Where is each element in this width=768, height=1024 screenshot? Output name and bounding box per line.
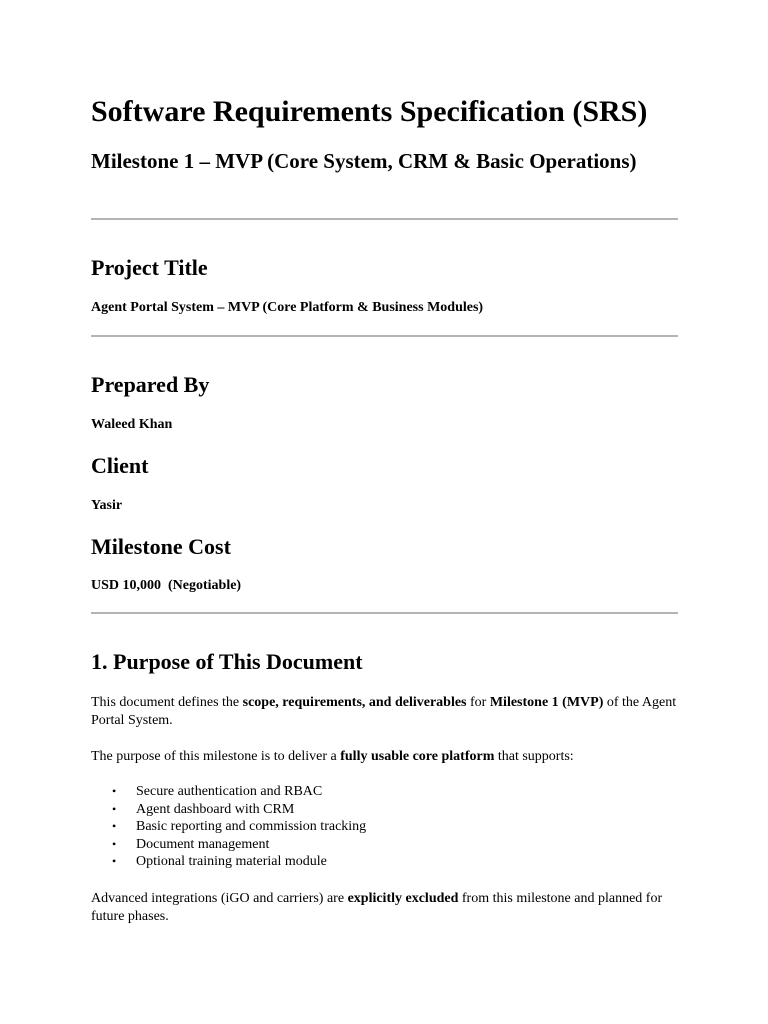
list-item (91, 801, 366, 819)
text-run: for (466, 695, 490, 710)
list-item-text: Agent dashboard with CRM (136, 801, 295, 817)
bold-run: Milestone 1 (MVP) (489, 695, 604, 710)
text-run: of the Agent Portal System. (91, 695, 677, 728)
list-item (91, 818, 366, 836)
text-run: from this milestone and planned for future phases. (91, 891, 663, 924)
bold-run: fully usable core platform (340, 749, 495, 764)
bullet-icon: • (112, 801, 117, 816)
document-title: Software Requirements Specification (SRS) (91, 95, 648, 128)
client-value: Yasir (91, 498, 123, 513)
bullet-icon: • (112, 819, 117, 834)
prepared-by-value: Waleed Khan (91, 417, 173, 432)
milestone-cost-heading: Milestone Cost (91, 534, 231, 559)
list-item-text: Document management (136, 836, 270, 852)
bullet-icon: • (112, 854, 117, 869)
prepared-by-heading: Prepared By (91, 372, 210, 397)
milestone-subtitle: Milestone 1 – MVP (Core System, CRM & Basic Operations) (91, 149, 637, 173)
bold-run: scope, requirements, and deliverables (242, 695, 467, 710)
bullet-icon: • (112, 836, 117, 851)
list-item (91, 836, 366, 854)
list-item-text: Basic reporting and commission tracking (136, 819, 367, 835)
bullet-icon: • (112, 784, 117, 798)
milestone-cost-value: USD 10,000 (Negotiable) (91, 578, 242, 593)
purpose-paragraph-1 (91, 694, 678, 730)
divider (91, 335, 678, 337)
text-run: The purpose of this milestone is to deliver a (91, 749, 341, 764)
divider (91, 612, 678, 614)
divider (91, 218, 678, 220)
purpose-bullet-list (91, 783, 366, 871)
project-title-heading: Project Title (91, 255, 208, 280)
list-item (91, 853, 366, 871)
text-run: that supports: (494, 749, 574, 764)
purpose-paragraph-2 (91, 748, 678, 766)
purpose-paragraph-3 (91, 890, 678, 926)
list-item (91, 783, 366, 801)
bold-run: explicitly excluded (347, 891, 459, 906)
list-item-text: Secure authentication and RBAC (136, 784, 323, 799)
list-item-text: Optional training material module (136, 854, 327, 870)
client-heading: Client (91, 453, 149, 478)
project-title-value: Agent Portal System – MVP (Core Platform & Business Modules) (91, 300, 484, 315)
section-purpose-heading: 1. Purpose of This Document (91, 649, 363, 674)
text-run: This document defines the (91, 695, 243, 710)
text-run: Advanced integrations (iGO and carriers) are (91, 891, 348, 906)
